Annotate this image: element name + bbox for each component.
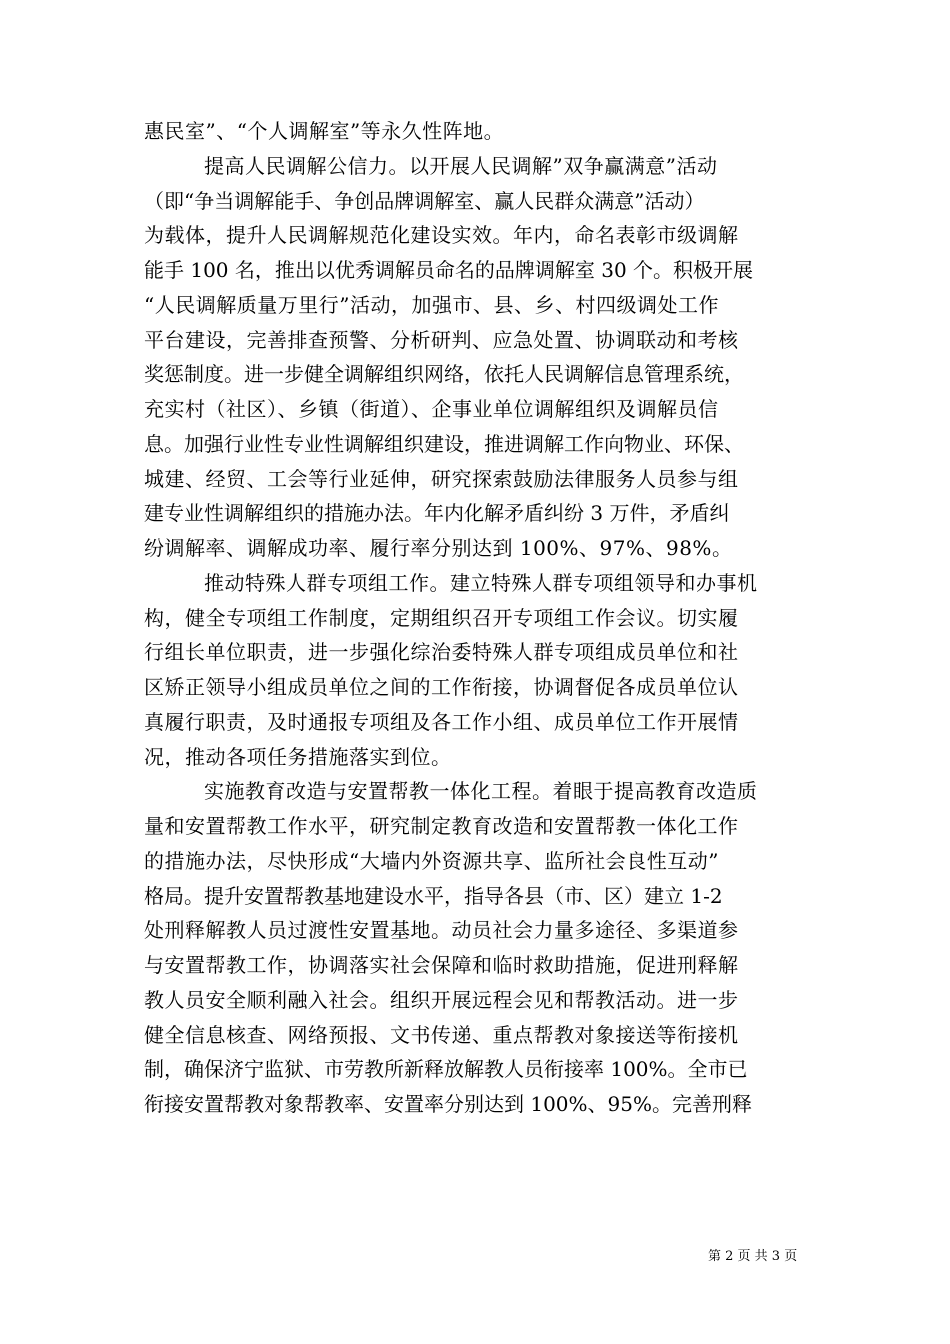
text-line: “人民调解质量万里行”活动，加强市、县、乡、村四级调处工作 — [144, 292, 719, 317]
text-line: 制，确保济宁监狱、市劳教所新释放解教人员衔接率 100%。全市已 — [144, 1057, 748, 1082]
text-line: 量和安置帮教工作水平，研究制定教育改造和安置帮教一体化工作 — [144, 814, 739, 838]
text-line: 惠民室”、“个人调解室”等永久性阵地。 — [144, 119, 505, 143]
text-line: 能手 100 名，推出以优秀调解员命名的品牌调解室 30 个。积极开展 — [144, 258, 754, 282]
text-line: 息。加强行业性专业性调解组织建设，推进调解工作向物业、环保、 — [144, 431, 744, 456]
text-line: 奖惩制度。进一步健全调解组织网络，依托人民调解信息管理系统， — [144, 362, 744, 387]
text-line: 健全信息核查、网络预报、文书传递、重点帮教对象接送等衔接机 — [144, 1022, 739, 1047]
text-line: 与安置帮教工作，协调落实社会保障和临时救助措施，促进刑释解 — [144, 953, 739, 977]
text-line: 真履行职责，及时通报专项组及各工作小组、成员单位工作开展情 — [144, 709, 739, 734]
text-line: 处刑释解教人员过渡性安置基地。动员社会力量多途径、多渠道参 — [144, 918, 739, 943]
text-line: 纷调解率、调解成功率、履行率分别达到 100%、97%、98%。 — [144, 536, 733, 560]
text-line: 格局。提升安置帮教基地建设水平，指导各县（市、区）建立 1-2 — [144, 883, 723, 908]
text-line: 况，推动各项任务措施落实到位。 — [144, 744, 452, 769]
paragraph-start-line: 提高人民调解公信力。以开展人民调解”双争赢满意”活动 — [204, 153, 718, 178]
paragraph-start-line: 推动特殊人群专项组工作。建立特殊人群专项组领导和办事机 — [204, 570, 758, 595]
text-line: 平台建设，完善排查预警、分析研判、应急处置、协调联动和考核 — [144, 327, 739, 352]
text-line: 行组长单位职责，进一步强化综治委特殊人群专项组成员单位和社 — [144, 640, 739, 665]
text-line: 衔接安置帮教对象帮教率、安置率分别达到 100%、95%。完善刑释 — [144, 1092, 752, 1116]
document-body — [144, 114, 824, 1122]
text-line: 为载体，提升人民调解规范化建设实效。年内，命名表彰市级调解 — [144, 223, 739, 248]
text-line: 建专业性调解组织的措施办法。年内化解矛盾纠纷 3 万件，矛盾纠 — [144, 501, 730, 526]
text-line: 构，健全专项组工作制度，定期组织召开专项组工作会议。切实履 — [144, 605, 739, 630]
text-line: 的措施办法，尽快形成“大墙内外资源共享、监所社会良性互动” — [144, 848, 719, 873]
text-line: 充实村（社区）、乡镇（街道）、企事业单位调解组织及调解员信 — [144, 397, 719, 421]
paragraph-start-line: 实施教育改造与安置帮教一体化工程。着眼于提高教育改造质 — [204, 779, 758, 804]
text-line: 教人员安全顺利融入社会。组织开展远程会见和帮教活动。进一步 — [144, 987, 739, 1012]
text-line: （即“争当调解能手、争创品牌调解室、赢人民群众满意”活动） — [144, 188, 705, 213]
text-line: 区矫正领导小组成员单位之间的工作衔接，协调督促各成员单位认 — [144, 675, 739, 699]
page-number-footer: 第 2 页 共 3 页 — [708, 1249, 798, 1264]
text-line: 城建、经贸、工会等行业延伸，研究探索鼓励法律服务人员参与组 — [144, 466, 739, 491]
